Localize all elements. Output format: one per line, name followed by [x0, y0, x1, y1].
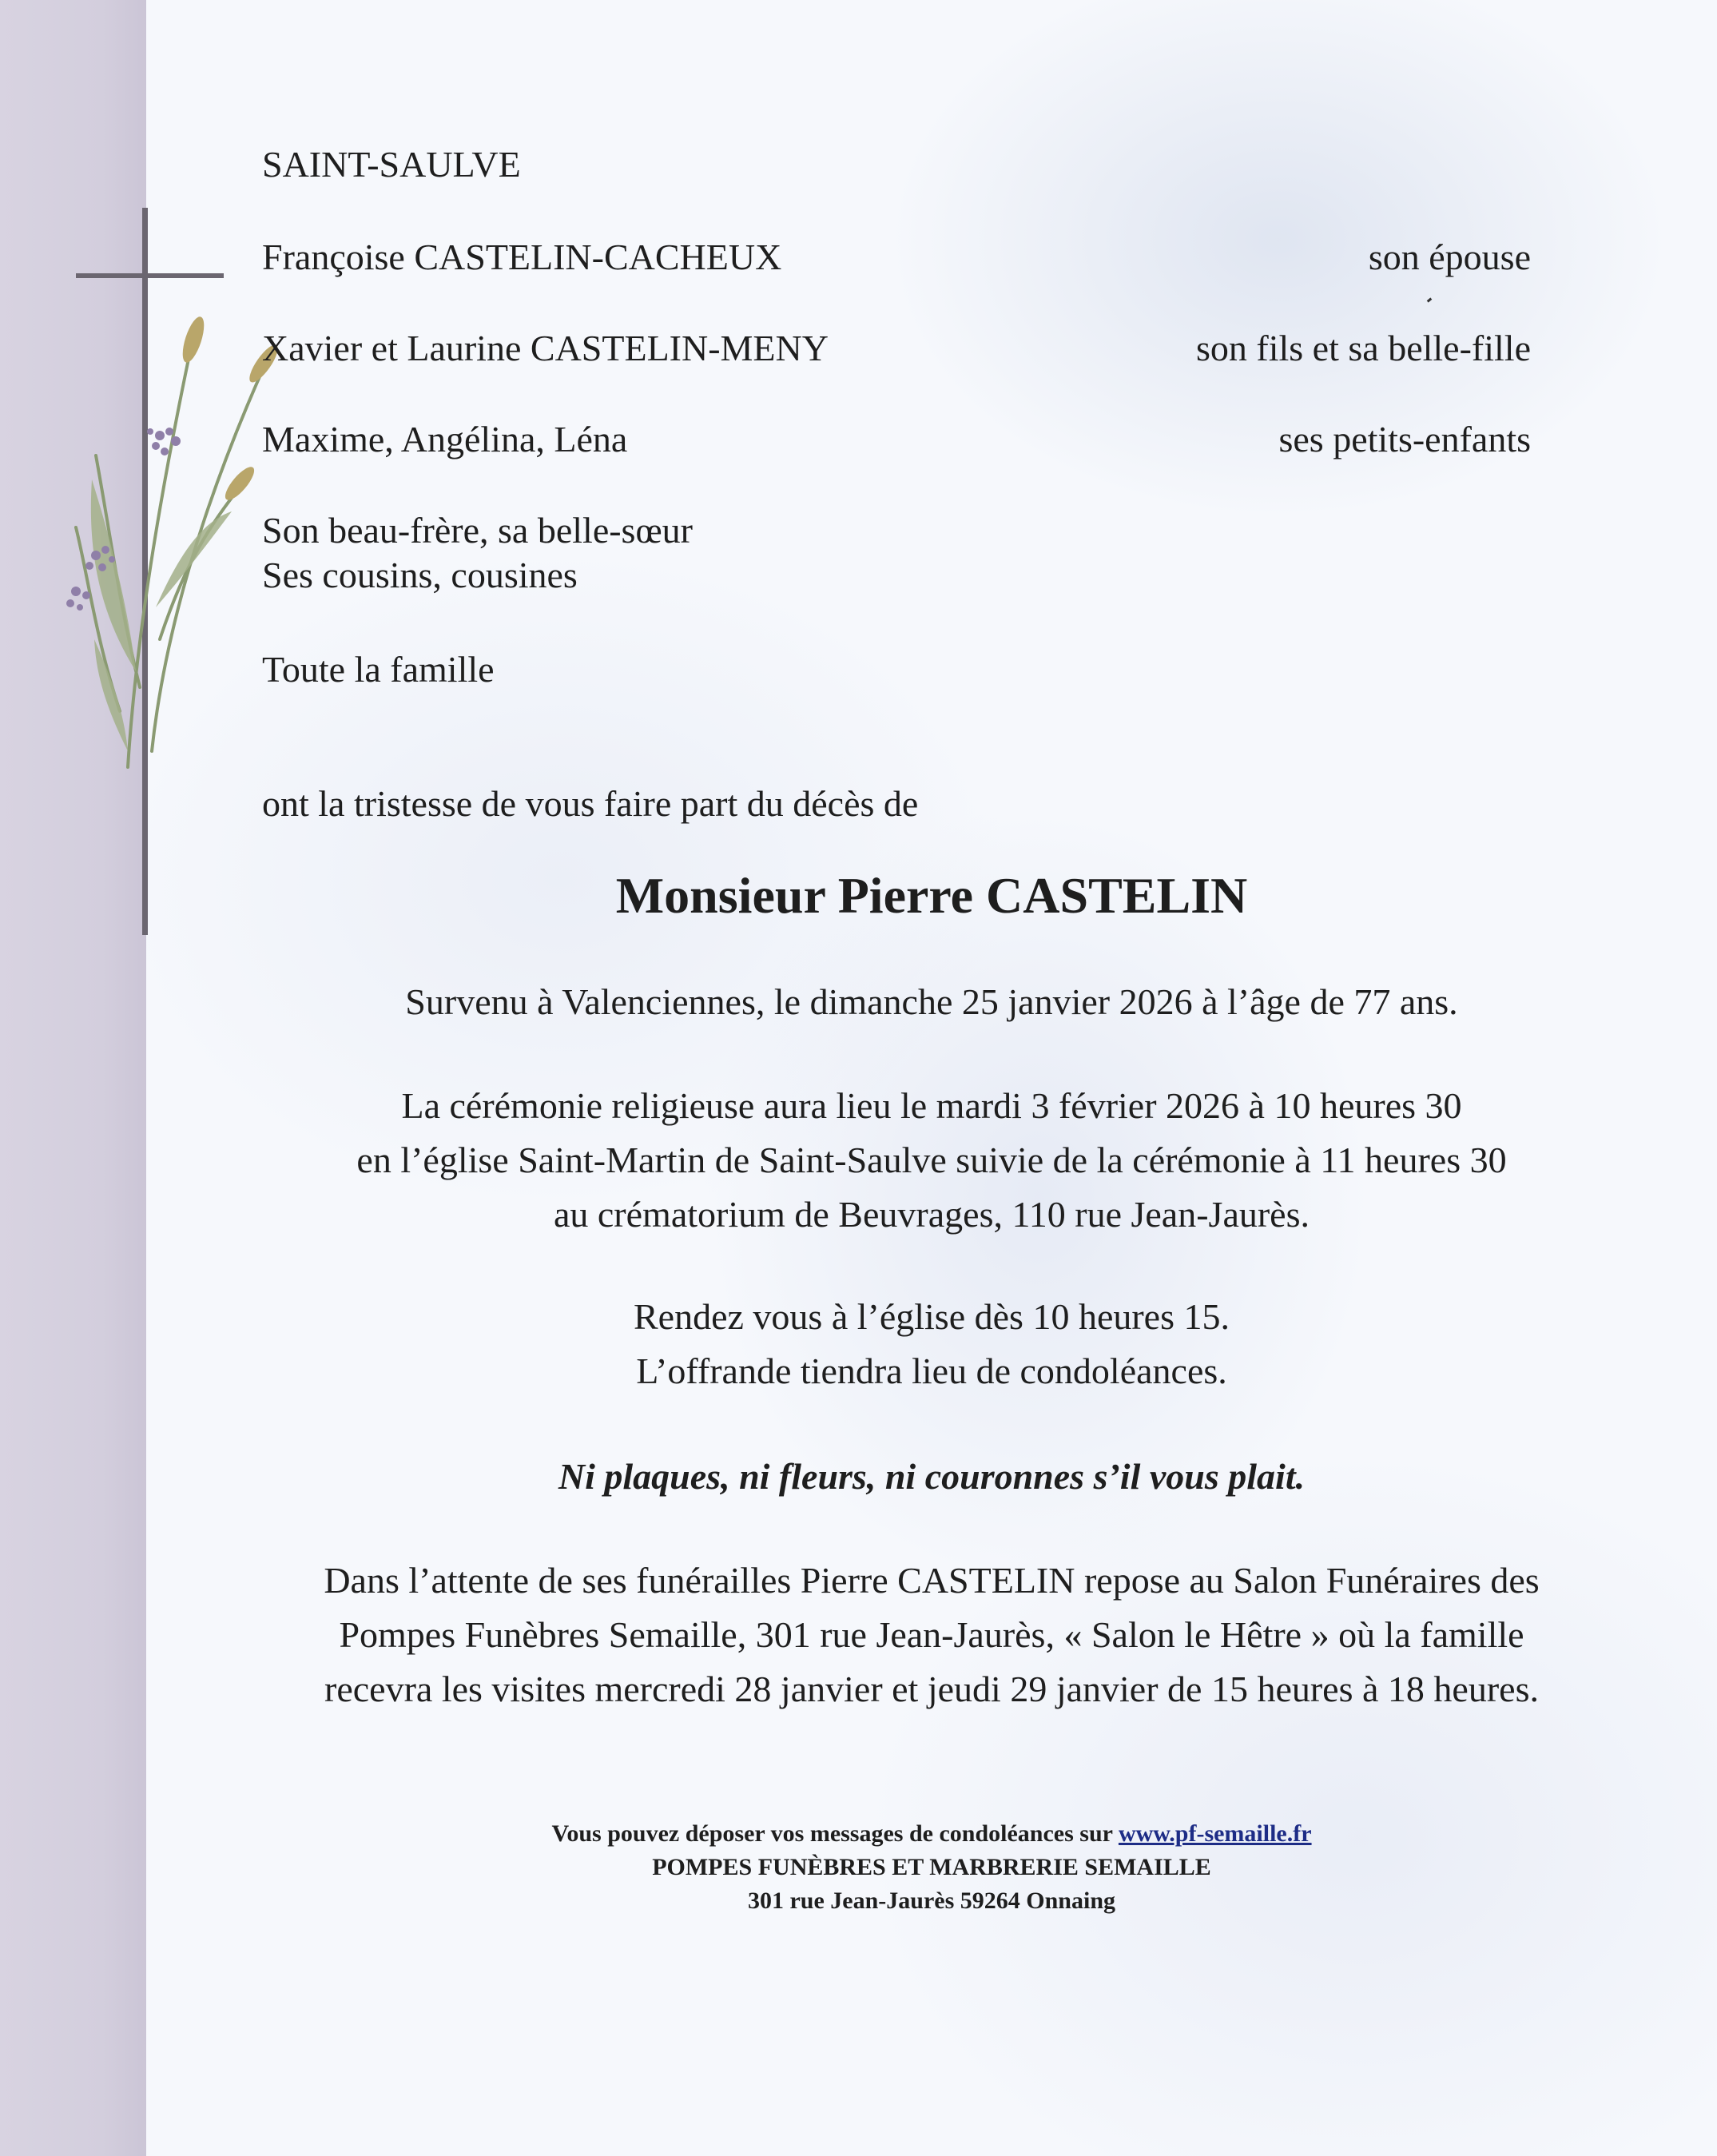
- relation-spouse: son épouse: [1368, 237, 1531, 277]
- ceremony-line-3: au crématorium de Beuvrages, 110 rue Jean-Jaurès.: [553, 1194, 1310, 1235]
- cousins-line: Ses cousins, cousines: [262, 555, 578, 595]
- condolences-text: Vous pouvez déposer vos messages de condoléances sur: [551, 1820, 1119, 1847]
- family-member-spouse: Françoise CASTELIN-CACHEUX: [262, 237, 782, 277]
- family-member-son: Xavier et Laurine CASTELIN-MENY: [262, 328, 829, 368]
- relation-son: son fils et sa belle-fille: [1196, 328, 1531, 368]
- condolences-line: [146, 1819, 1717, 1849]
- whole-family-line: Toute la famille: [262, 649, 495, 690]
- website-link[interactable]: www.pf-semaille.fr: [1118, 1820, 1312, 1847]
- meeting-line-2: L’offrande tiendra lieu de condoléances.: [636, 1350, 1227, 1391]
- other-relatives-line: Son beau-frère, sa belle-sœur: [262, 510, 693, 551]
- company-address: 301 rue Jean-Jaurès 59264 Onnaing: [747, 1887, 1116, 1914]
- announcement-intro: ont la tristesse de vous faire part du décès de: [262, 783, 919, 824]
- deceased-name: Monsieur Pierre CASTELIN: [615, 867, 1248, 924]
- company-name: POMPES FUNÈBRES ET MARBRERIE SEMAILLE: [652, 1854, 1211, 1880]
- visits-line-2: Pompes Funèbres Semaille, 301 rue Jean-Jaurès, « Salon le Hêtre » où la famille: [339, 1614, 1524, 1655]
- relation-grandchildren: ses petits-enfants: [1278, 419, 1531, 459]
- town-heading: SAINT-SAULVE: [262, 144, 521, 185]
- no-flowers-request: Ni plaques, ni fleurs, ni couronnes s’il vous plait.: [558, 1456, 1306, 1497]
- visits-line-1: Dans l’attente de ses funérailles Pierre CASTELIN repose au Salon Funéraires des: [324, 1560, 1540, 1601]
- ceremony-line-2: en l’église Saint-Martin de Saint-Saulve suivie de la cérémonie à 11 heures 30: [356, 1140, 1507, 1180]
- visits-line-3: recevra les visites mercredi 28 janvier et jeudi 29 janvier de 15 heures à 18 heures.: [324, 1669, 1539, 1709]
- family-member-grandchildren: Maxime, Angélina, Léna: [262, 419, 628, 459]
- meeting-line-1: Rendez vous à l’église dès 10 heures 15.: [633, 1296, 1230, 1337]
- death-details: Survenu à Valenciennes, le dimanche 25 janvier 2026 à l’âge de 77 ans.: [405, 981, 1458, 1022]
- ceremony-line-1: La cérémonie religieuse aura lieu le mardi 3 février 2026 à 10 heures 30: [401, 1085, 1462, 1126]
